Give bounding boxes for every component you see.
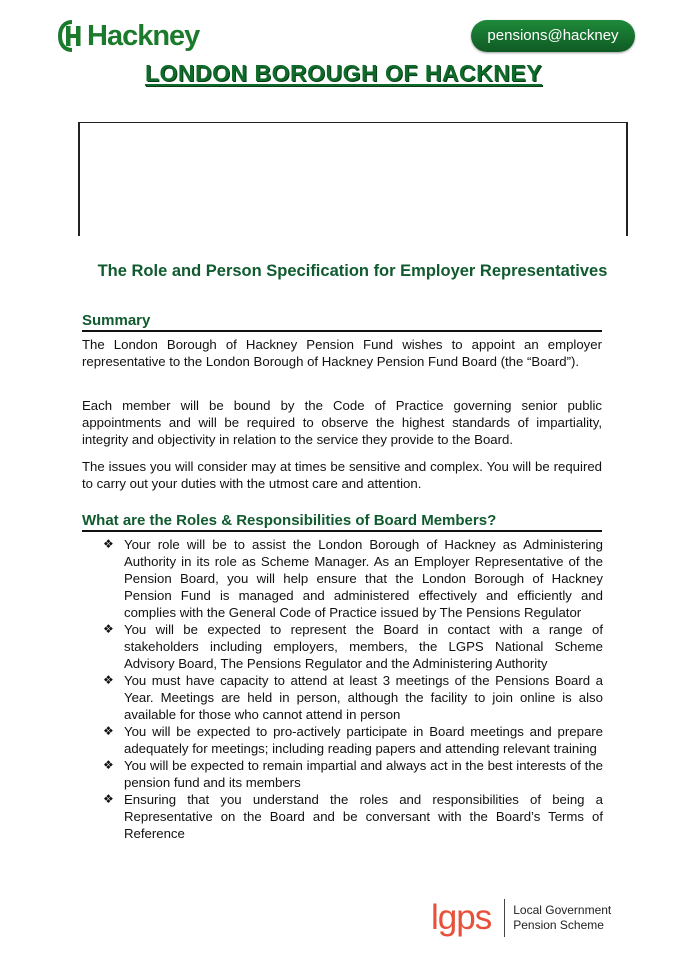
lgps-caption: Local Government Pension Scheme xyxy=(513,903,612,932)
diamond-bullet-icon: ❖ xyxy=(103,792,114,806)
roles-list xyxy=(100,536,603,842)
summary-paragraph-2: Each member will be bound by the Code of Practice governing senior public appointments and will be required to observe the highest standards of impartiality, integrity and objectivity in relation to the service they provide to the Board. xyxy=(82,398,602,447)
list-item: ❖ You will be expected to represent the Board in contact with a range of stakeholders including employers, members, the LGPS National Scheme Advisory Board, The Pensions Regulator and the Administering Authority xyxy=(103,622,603,671)
hackney-h-icon xyxy=(58,20,86,52)
roles-heading: What are the Roles & Responsibilities of Board Members? xyxy=(82,512,602,532)
list-item: ❖ Your role will be to assist the London Borough of Hackney as Administering Authority in its role as Scheme Manager. As an Employer Representative of the Pension Board, you will help ensure that the London Borough of Hackney Pension Fund is managed and administered effectively and efficiently and complies with the General Code of Practice issued by The Pensions Regulator xyxy=(103,537,603,620)
summary-paragraph-3: The issues you will consider may at times be sensitive and complex. You will be required to carry out your duties with the utmost care and attention. xyxy=(82,459,602,491)
hackney-logo xyxy=(58,20,199,52)
diamond-bullet-icon: ❖ xyxy=(103,758,114,772)
lgps-divider xyxy=(504,899,505,937)
borough-heading: LONDON BOROUGH OF HACKNEY xyxy=(144,60,543,86)
list-item: ❖ You must have capacity to attend at least 3 meetings of the Pensions Board a Year. Meetings are held in person, although the facility to join online is also available for those who cannot attend in person xyxy=(103,673,603,722)
lgps-wordmark: lgps xyxy=(431,898,492,937)
diamond-bullet-icon: ❖ xyxy=(103,673,114,687)
page-title: The Role and Person Specification for Employer Representatives xyxy=(97,262,608,280)
list-item: ❖ You will be expected to remain impartial and always act in the best interests of the pension fund and its members xyxy=(103,758,603,790)
pensions-hackney-badge: pensions@hackney xyxy=(471,20,635,52)
list-item: ❖ Ensuring that you understand the roles and responsibilities of being a Representative on the Board and be conversant with the Board’s Terms of Reference xyxy=(103,792,603,841)
lgps-logo xyxy=(431,898,611,938)
diamond-bullet-icon: ❖ xyxy=(103,724,114,738)
summary-heading: Summary xyxy=(82,312,602,332)
empty-frame xyxy=(78,122,628,236)
summary-paragraph-1: The London Borough of Hackney Pension Fund wishes to appoint an employer representative to the London Borough of Hackney Pension Fund Board (the “Board”). xyxy=(82,337,602,369)
diamond-bullet-icon: ❖ xyxy=(103,537,114,551)
logo-wordmark: Hackney xyxy=(87,20,200,52)
list-item: ❖ You will be expected to pro-actively participate in Board meetings and prepare adequately for meetings; including reading papers and attending relevant training xyxy=(103,724,603,756)
diamond-bullet-icon: ❖ xyxy=(103,622,114,636)
